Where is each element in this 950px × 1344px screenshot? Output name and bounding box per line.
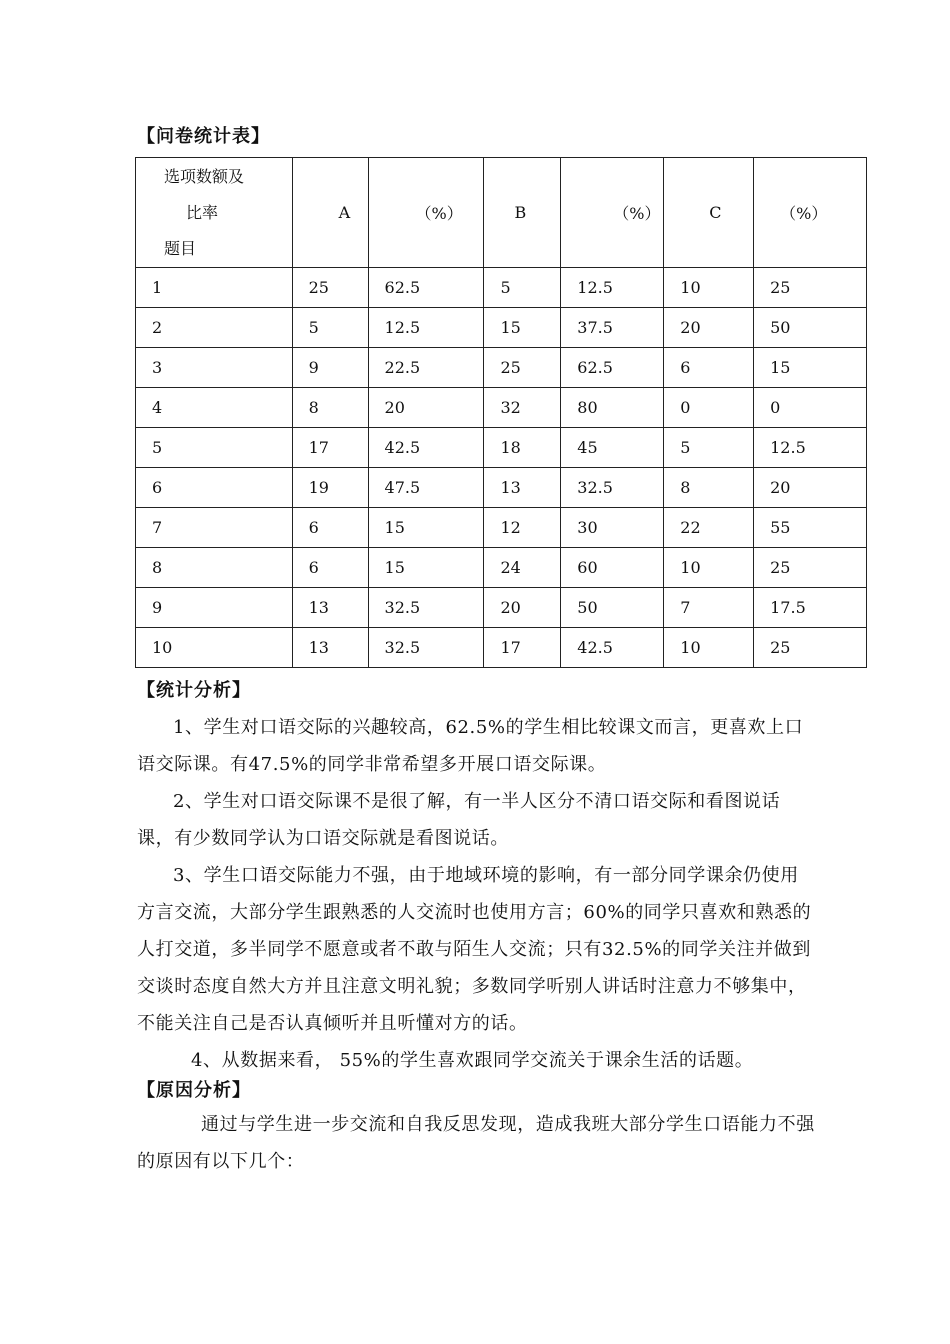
table-row <box>136 308 867 348</box>
analysis-paragraph-2: 2、学生对口语交际课不是很了解，有一半人区分不清口语交际和看图说话课，有少数同学认为口语交际就是看图说话。 <box>137 791 781 849</box>
column-header-c-percent: （%） <box>754 158 867 268</box>
table-cell: 24 <box>484 548 561 588</box>
question-number-cell: 7 <box>136 508 293 548</box>
table-cell: 12.5 <box>561 268 664 308</box>
question-number-cell: 8 <box>136 548 293 588</box>
table-cell: 20 <box>754 468 867 508</box>
analysis-heading: 【统计分析】 <box>137 680 251 701</box>
table-cell: 55 <box>754 508 867 548</box>
table-cell: 5 <box>664 428 754 468</box>
table-cell: 32.5 <box>368 588 484 628</box>
question-number-cell: 1 <box>136 268 293 308</box>
table-cell: 37.5 <box>561 308 664 348</box>
corner-label-line2: 比率 <box>186 202 219 222</box>
table-cell: 20 <box>664 308 754 348</box>
table-cell: 25 <box>292 268 368 308</box>
table-row <box>136 468 867 508</box>
table-cell: 17.5 <box>754 588 867 628</box>
table-cell: 6 <box>292 548 368 588</box>
question-number-cell: 4 <box>136 388 293 428</box>
table-cell: 19 <box>292 468 368 508</box>
table-cell: 7 <box>664 588 754 628</box>
table-row <box>136 588 867 628</box>
table-cell: 25 <box>754 548 867 588</box>
table-cell: 42.5 <box>561 628 664 668</box>
cause-heading: 【原因分析】 <box>137 1080 251 1101</box>
table-cell: 15 <box>368 508 484 548</box>
table-cell: 17 <box>292 428 368 468</box>
table-row <box>136 348 867 388</box>
table-cell: 5 <box>292 308 368 348</box>
column-header-b: B <box>484 158 561 268</box>
table-cell: 0 <box>754 388 867 428</box>
table-cell: 45 <box>561 428 664 468</box>
table-cell: 15 <box>754 348 867 388</box>
table-row <box>136 388 867 428</box>
table-cell: 50 <box>754 308 867 348</box>
table-cell: 17 <box>484 628 561 668</box>
analysis-paragraph-3: 3、学生口语交际能力不强，由于地域环境的影响，有一部分同学课余仍使用方言交流，大部分学生跟熟悉的人交流时也使用方言；60%的同学只喜欢和熟悉的人打交道，多半同学不愿意或者不敢与陌生人交流；只有32.5%的同学关注并做到交谈时态度自然大方并且注意文明礼貌；多数同学听别人讲话时注意力不够集中，不能关注自己是否认真倾听并且听懂对方的话。 <box>137 865 812 1034</box>
table-cell: 6 <box>292 508 368 548</box>
table-cell: 80 <box>561 388 664 428</box>
column-header-c: C <box>664 158 754 268</box>
corner-label-line1: 选项数额及 <box>164 166 245 186</box>
table-cell: 10 <box>664 268 754 308</box>
survey-statistics-table <box>135 157 867 668</box>
table-cell: 47.5 <box>368 468 484 508</box>
question-number-cell: 10 <box>136 628 293 668</box>
table-cell: 25 <box>754 268 867 308</box>
table-cell: 22.5 <box>368 348 484 388</box>
analysis-paragraph-4: 4、从数据来看， 55%的学生喜欢跟同学交流关于课余生活的话题。 <box>191 1050 754 1071</box>
column-header-a: A <box>292 158 368 268</box>
table-cell: 6 <box>664 348 754 388</box>
table-cell: 62.5 <box>561 348 664 388</box>
table-cell: 8 <box>292 388 368 428</box>
table-cell: 20 <box>484 588 561 628</box>
table-row <box>136 508 867 548</box>
table-cell: 25 <box>484 348 561 388</box>
table-cell: 32.5 <box>561 468 664 508</box>
table-cell: 62.5 <box>368 268 484 308</box>
question-number-cell: 5 <box>136 428 293 468</box>
table-cell: 25 <box>754 628 867 668</box>
table-cell: 32.5 <box>368 628 484 668</box>
question-number-cell: 6 <box>136 468 293 508</box>
table-row <box>136 548 867 588</box>
table-cell: 8 <box>664 468 754 508</box>
table-cell: 0 <box>664 388 754 428</box>
table-cell: 9 <box>292 348 368 388</box>
table-cell: 60 <box>561 548 664 588</box>
question-number-cell: 2 <box>136 308 293 348</box>
table-cell: 12 <box>484 508 561 548</box>
column-header-a-percent: （%） <box>368 158 484 268</box>
table-cell: 13 <box>484 468 561 508</box>
table-cell: 13 <box>292 628 368 668</box>
table-header-row <box>136 158 867 268</box>
table-row <box>136 628 867 668</box>
question-number-cell: 3 <box>136 348 293 388</box>
question-number-cell: 9 <box>136 588 293 628</box>
table-cell: 22 <box>664 508 754 548</box>
table-cell: 12.5 <box>754 428 867 468</box>
table-row <box>136 428 867 468</box>
table-cell: 12.5 <box>368 308 484 348</box>
table-cell: 10 <box>664 548 754 588</box>
analysis-paragraph-1: 1、学生对口语交际的兴趣较高，62.5%的学生相比较课文而言，更喜欢上口语交际课。有47.5%的同学非常希望多开展口语交际课。 <box>137 717 804 775</box>
table-heading: 【问卷统计表】 <box>137 126 270 147</box>
table-cell: 15 <box>368 548 484 588</box>
table-cell: 5 <box>484 268 561 308</box>
corner-label-line3: 题目 <box>164 238 197 258</box>
table-corner-cell <box>136 158 293 268</box>
column-header-b-percent: （%） <box>561 158 664 268</box>
cause-paragraph: 通过与学生进一步交流和自我反思发现，造成我班大部分学生口语能力不强的原因有以下几个： <box>137 1114 815 1172</box>
table-cell: 10 <box>664 628 754 668</box>
table-cell: 32 <box>484 388 561 428</box>
table-cell: 50 <box>561 588 664 628</box>
table-cell: 13 <box>292 588 368 628</box>
table-cell: 15 <box>484 308 561 348</box>
table-cell: 42.5 <box>368 428 484 468</box>
table-cell: 20 <box>368 388 484 428</box>
table-cell: 30 <box>561 508 664 548</box>
table-cell: 18 <box>484 428 561 468</box>
table-row <box>136 268 867 308</box>
